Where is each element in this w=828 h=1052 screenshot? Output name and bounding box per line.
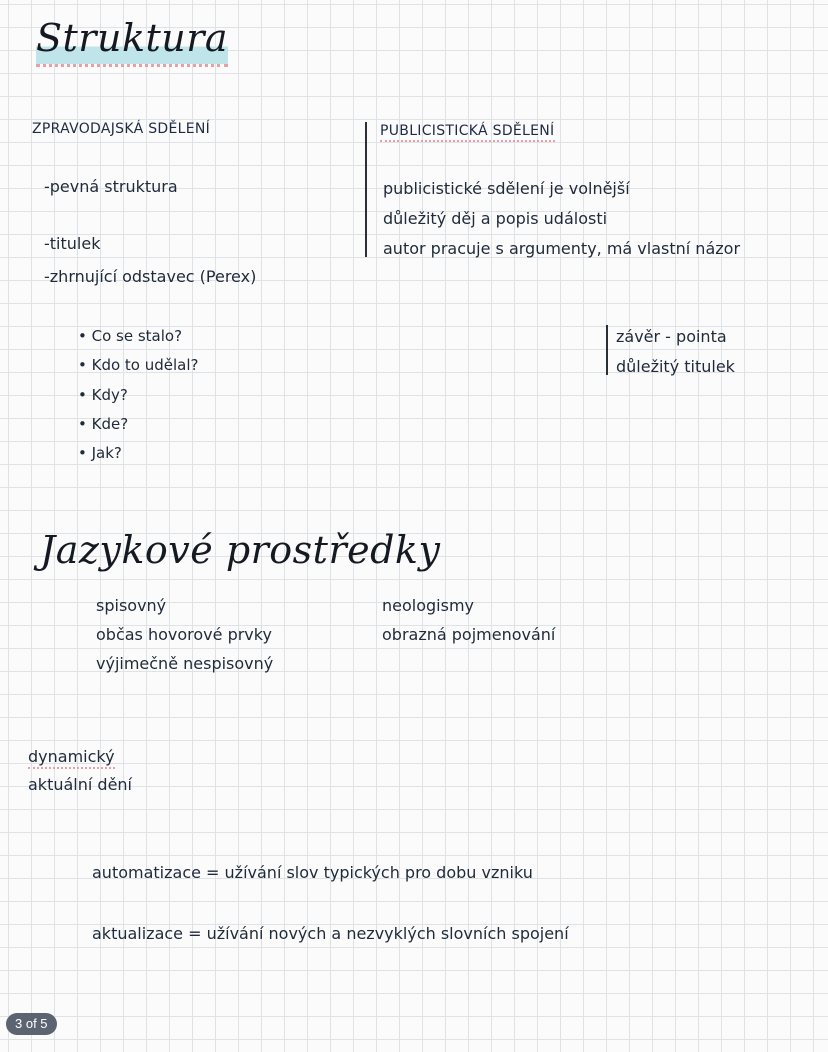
lang-left-1: spisovný — [96, 596, 167, 615]
box-divider — [606, 325, 608, 375]
misc-current: aktuální dění — [28, 775, 132, 794]
page-indicator[interactable]: 3 of 5 — [6, 1013, 57, 1035]
lang-right-2: obrazná pojmenování — [382, 625, 556, 644]
column-divider — [365, 122, 367, 257]
right-item-2: důležitý děj a popis události — [383, 209, 608, 228]
lang-left-2: občas hovorové prvky — [96, 625, 272, 644]
question-2: • Kdo to udělal? — [78, 356, 199, 374]
box-item-1: závěr - pointa — [616, 327, 727, 346]
right-heading: PUBLICISTICKÁ SDĚLENÍ — [380, 124, 555, 142]
misc-dynamic: dynamický — [28, 748, 115, 769]
question-3: • Kdy? — [78, 386, 128, 404]
lang-left-3: výjimečně nespisovný — [96, 654, 274, 673]
left-item-structure: -pevná struktura — [44, 177, 178, 196]
box-item-2: důležitý titulek — [616, 357, 735, 376]
left-item-perex: -zhrnující odstavec (Perex) — [44, 267, 257, 286]
definition-automatizace: automatizace = užívání slov typických pro dobu vzniku — [92, 863, 533, 882]
left-heading: ZPRAVODAJSKÁ SDĚLENÍ — [32, 121, 211, 137]
lang-right-1: neologismy — [382, 596, 474, 615]
question-5: • Jak? — [78, 444, 122, 462]
definition-aktualizace: aktualizace = užívání nových a nezvyklých slovních spojení — [92, 924, 569, 943]
right-item-1: publicistické sdělení je volnější — [383, 179, 630, 198]
page-title: Struktura — [36, 18, 228, 67]
question-4: • Kde? — [78, 415, 129, 433]
left-item-headline: -titulek — [44, 234, 101, 253]
question-1: • Co se stalo? — [78, 327, 183, 345]
right-item-3: autor pracuje s argumenty, má vlastní názor — [383, 239, 741, 258]
section-title-language: Jazykové prostředky — [40, 528, 441, 572]
